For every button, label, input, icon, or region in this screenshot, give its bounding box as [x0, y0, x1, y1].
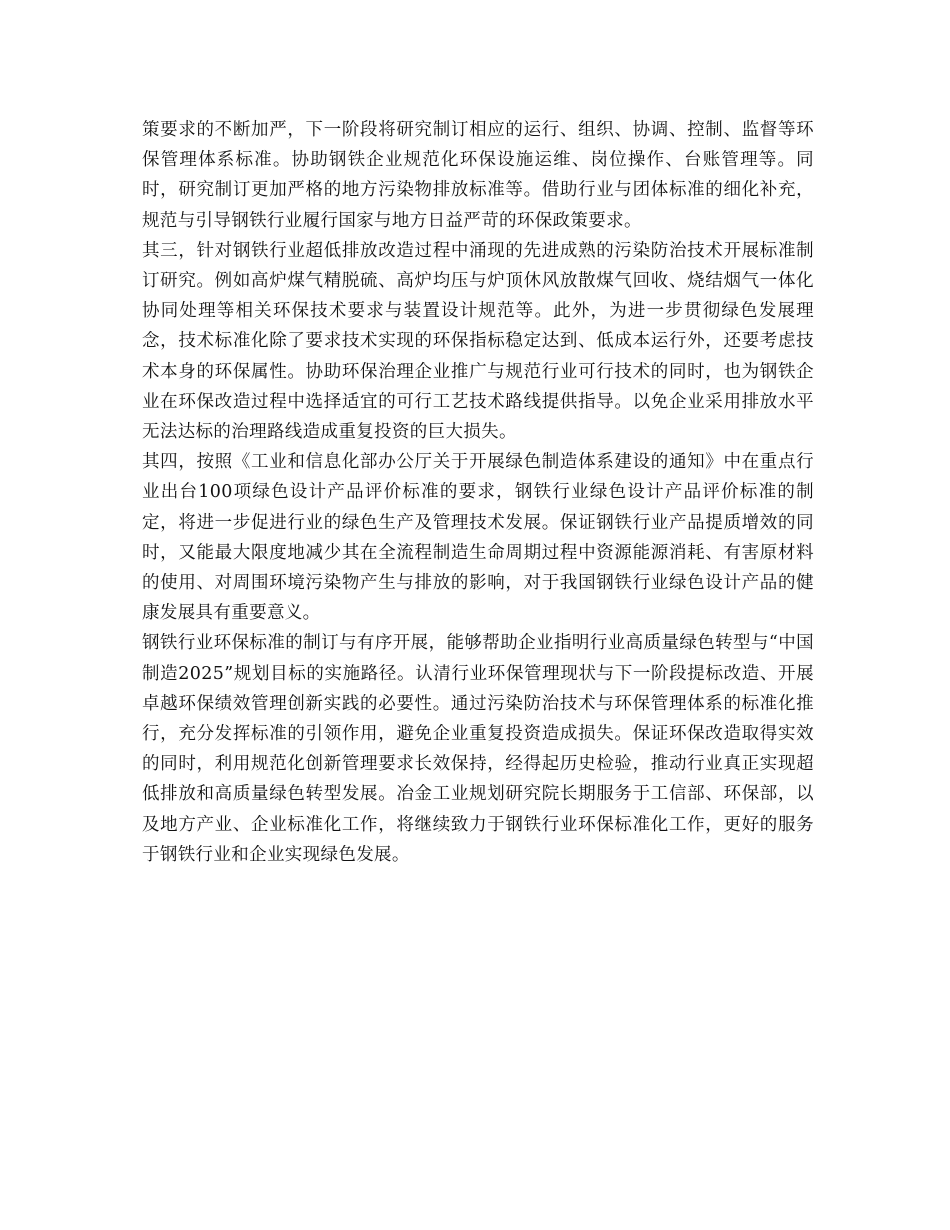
paragraph-third-point: 其三，针对钢铁行业超低排放改造过程中涌现的先进成熟的污染防治技术开展标准制订研究。例如高炉煤气精脱硫、高炉均压与炉顶休风放散煤气回收、烧结烟气一体化协同处理等相关环保技术要求与装置设计规范等。此外，为进一步贯彻绿色发展理念，技术标准化除了要求技术实现的环保指标稳定达到、低成本运行外，还要考虑技术本身的环保属性。协助环保治理企业推广与规范行业可行技术的同时，也为钢铁企业在环保改造过程中选择适宜的可行工艺技术路线提供指导。以免企业采用排放水平无法达标的治理路线造成重复投资的巨大损失。 [142, 240, 814, 443]
paragraph-fourth-point: 其四，按照《工业和信息化部办公厅关于开展绿色制造体系建设的通知》中在重点行业出台100项绿色设计产品评价标准的要求，钢铁行业绿色设计产品评价标准的制定，将进一步促进行业的绿色生产及管理技术发展。保证钢铁行业产品提质增效的同时，又能最大限度地减少其在全流程制造生命周期过程中资源能源消耗、有害原材料的使用、对周围环境污染物产生与排放的影响，对于我国钢铁行业绿色设计产品的健康发展具有重要意义。 [142, 452, 814, 624]
document-body [142, 115, 814, 870]
paragraph-continued-policy: 策要求的不断加严，下一阶段将研究制订相应的运行、组织、协调、控制、监督等环保管理体系标准。协助钢铁企业规范化环保设施运维、岗位操作、台账管理等。同时，研究制订更加严格的地方污染物排放标准等。借助行业与团体标准的细化补充，规范与引导钢铁行业履行国家与地方日益严苛的环保政策要求。 [142, 120, 814, 231]
paragraph-conclusion: 钢铁行业环保标准的制订与有序开展，能够帮助企业指明行业高质量绿色转型与“中国制造2025”规划目标的实施路径。认清行业环保管理现状与下一阶段提标改造、开展卓越环保绩效管理创新实践的必要性。通过污染防治技术与环保管理体系的标准化推行，充分发挥标准的引领作用，避免企业重复投资造成损失。保证环保改造取得实效的同时，利用规范化创新管理要求长效保持，经得起历史检验，推动行业真正实现超低排放和高质量绿色转型发展。冶金工业规划研究院长期服务于工信部、环保部，以及地方产业、企业标准化工作，将继续致力于钢铁行业环保标准化工作，更好的服务于钢铁行业和企业实现绿色发展。 [142, 633, 814, 865]
